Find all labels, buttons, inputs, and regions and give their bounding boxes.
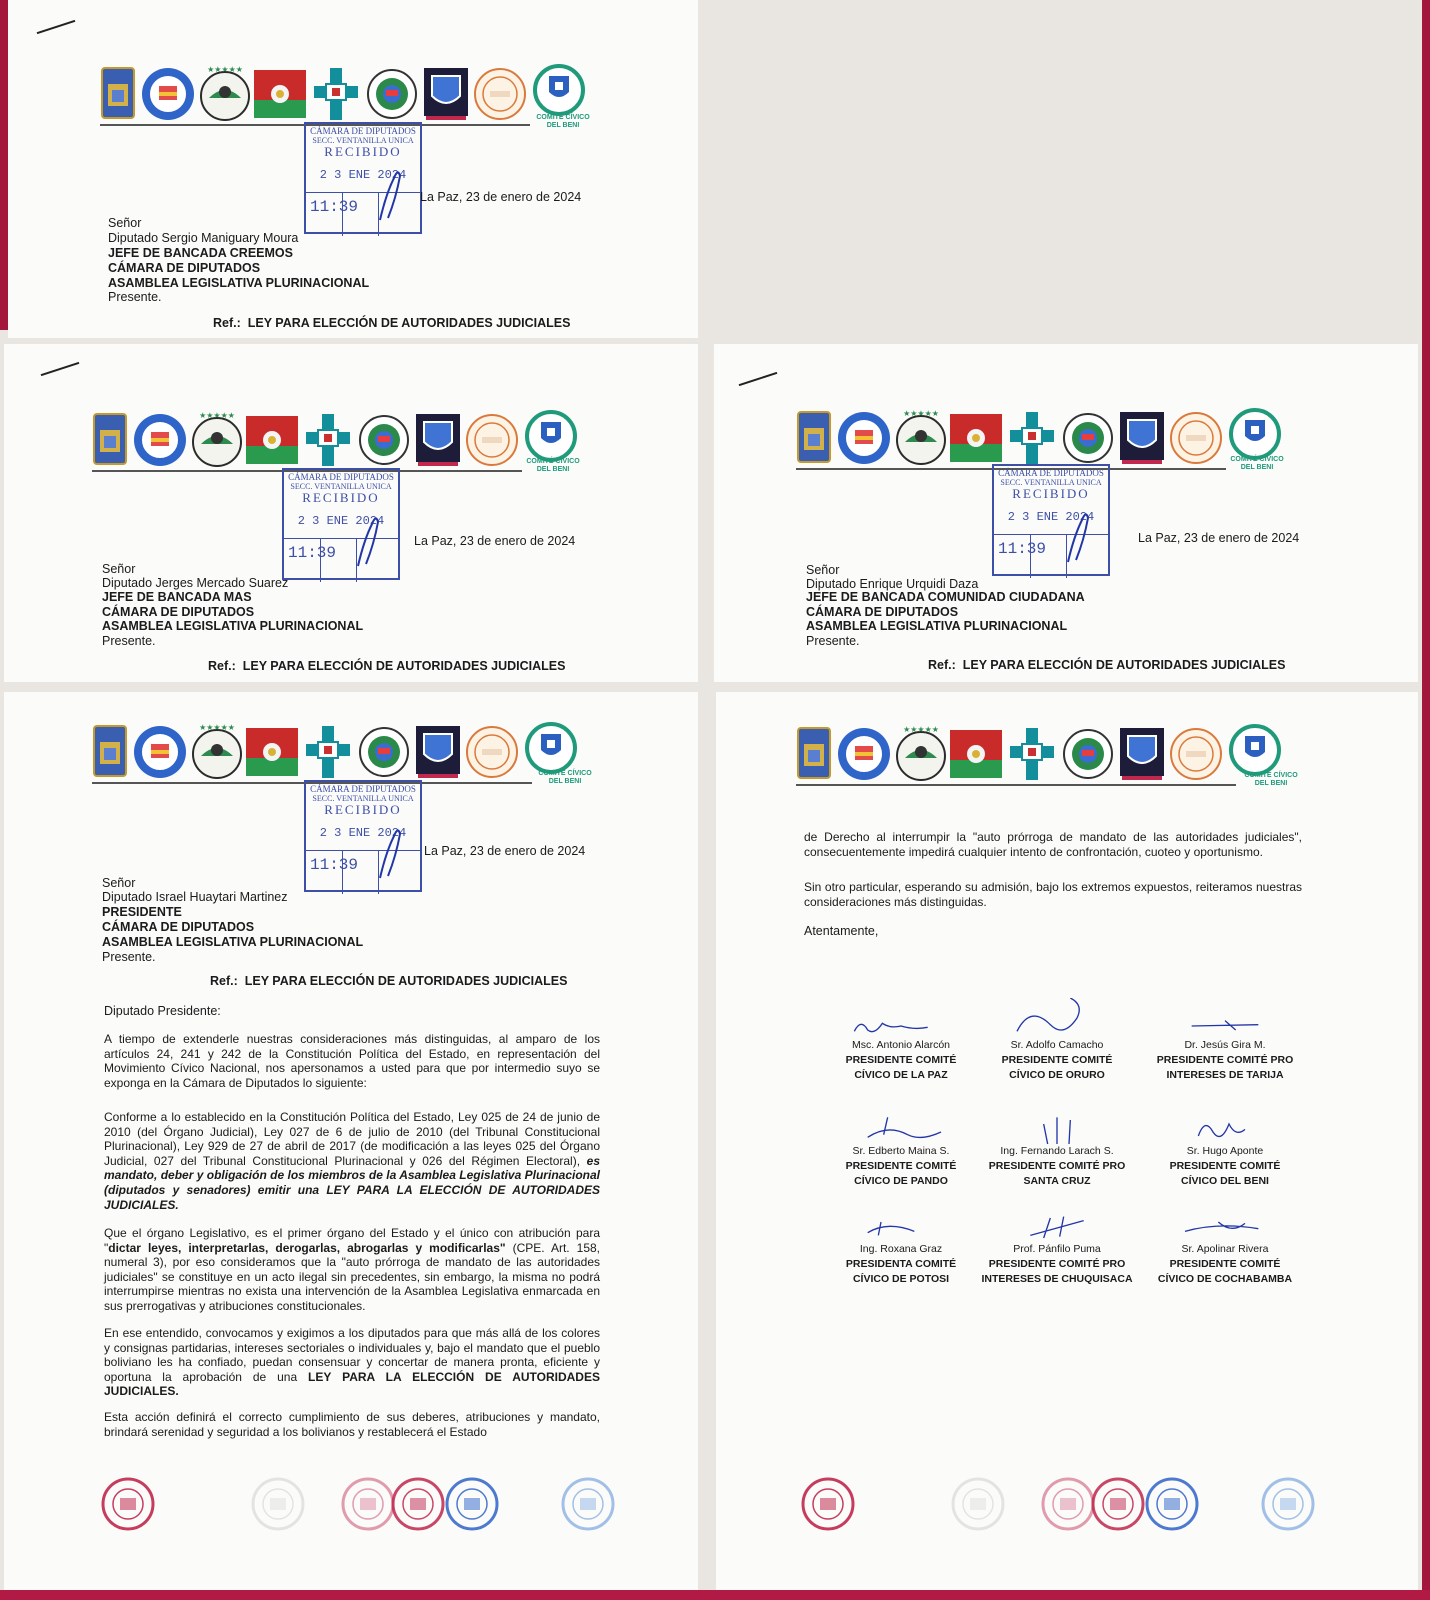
civic-logo-1	[92, 722, 128, 787]
recipient-position: JEFE DE BANCADA CREEMOS	[108, 246, 293, 260]
civic-logo-3	[192, 410, 242, 475]
recipient-assembly: ASAMBLEA LEGISLATIVA PLURINACIONAL	[102, 619, 364, 633]
recipient-assembly: ASAMBLEA LEGISLATIVA PLURINACIONAL	[806, 619, 1068, 633]
signatory-committee: CÍVICO DE LA PAZ	[854, 1069, 948, 1081]
stamp-section: SECC. VENTANILLA UNICA	[290, 482, 392, 491]
signatory-committee: INTERESES DE CHUQUISACA	[981, 1273, 1133, 1285]
stamp-initials-scribble	[350, 510, 390, 570]
reference-line: Ref.: LEY PARA ELECCIÓN DE AUTORIDADES JUDICIALES	[213, 316, 571, 330]
civic-logo-4	[950, 724, 1002, 789]
civic-logo-2	[132, 722, 188, 787]
recipient-salutation: Señor	[102, 876, 136, 890]
signatory-role: PRESIDENTE COMITÉ	[845, 1160, 957, 1172]
signature-block	[972, 1202, 1142, 1287]
civic-logo-6	[358, 722, 410, 787]
recipient-chamber: CÁMARA DE DIPUTADOS	[108, 261, 261, 275]
civic-logo-8	[1170, 724, 1222, 789]
footer-seal-2	[950, 1476, 1006, 1537]
civic-logos-strip	[796, 724, 1316, 802]
civic-logo-6	[366, 64, 418, 129]
handwritten-signature	[1145, 998, 1305, 1038]
civic-logo-5	[302, 722, 354, 787]
recipient-assembly: ASAMBLEA LEGISLATIVA PLURINACIONAL	[102, 935, 364, 949]
civic-logo-6	[358, 410, 410, 475]
civic-logo-8	[466, 410, 518, 475]
civic-logo-2	[836, 408, 892, 473]
stamp-date: 2 3 ENE 2024	[1007, 510, 1095, 524]
footer-seal-3	[1040, 1476, 1096, 1537]
reference-line: Ref.: LEY PARA ELECCIÓN DE AUTORIDADES JUDICIALES	[210, 974, 568, 988]
signatory-committee: CÍVICO DE ORURO	[1009, 1069, 1105, 1081]
background-edge-right	[1422, 0, 1430, 1600]
civic-logo-7	[414, 722, 462, 787]
signatory-name: Ing. Roxana Graz	[859, 1243, 943, 1255]
stamp-chamber: CÁMARA DE DIPUTADOS	[310, 784, 416, 794]
recipient-name: Diputado Sergio Maniguary Moura	[108, 231, 299, 245]
footer-seal-6	[560, 1476, 616, 1537]
signatory-name: Sr. Apolinar Rivera	[1181, 1243, 1269, 1255]
recipient-name: Diputado Enrique Urquidi Daza	[806, 577, 979, 591]
recipient-chamber: CÁMARA DE DIPUTADOS	[102, 920, 255, 934]
civic-logo-2	[132, 410, 188, 475]
comite-civico-beni-label: COMITÉ CÍVICO DEL BENI	[1230, 456, 1284, 471]
background-edge-left	[0, 0, 8, 330]
corner-mark	[739, 372, 778, 386]
body-paragraph-2: Conforme a lo establecido en la Constitución Política del Estado, Ley 025 de 24 de junio de 2010 (del Órgano Judicial), Ley 027 de 6 de julio de 2010 (del Tribunal Constitucional Plurinacional), Ley 929 de 27 de abril de 2017 (de modificación a las leyes 025 del Órgano Judicial, 027 del Tribunal Constitucional Plurinacional y 026 del Régimen Electoral), es mandato, deber y obligación de los miembros de la Asamblea Legislativa Plurinacional (diputados y senadores) emitir una LEY PARA LA ELECCIÓN DE AUTORIDADES JUDICIALES.	[104, 1110, 600, 1212]
stamp-received: RECIBIDO	[324, 144, 402, 159]
signature-block	[1140, 1202, 1310, 1287]
handwritten-signature	[821, 998, 981, 1038]
svg-text:★★★★★: ★★★★★	[207, 65, 243, 74]
signatory-committee: CÍVICO DE COCHABAMBA	[1157, 1273, 1293, 1285]
recipient-name: Diputado Israel Huaytari Martinez	[102, 890, 288, 904]
civic-logo-1	[100, 64, 136, 129]
recipient-closing: Presente.	[102, 950, 156, 964]
signatory-role: PRESIDENTE COMITÉ	[1001, 1054, 1113, 1066]
page2-paragraph-2: Sin otro particular, esperando su admisión, bajo los extremos expuestos, reiteramos nuestras consideraciones más distinguidas.	[804, 880, 1302, 909]
stamp-initials-scribble	[1060, 506, 1100, 566]
stamp-received: RECIBIDO	[302, 490, 380, 505]
signatory-committee: CÍVICO DE PANDO	[854, 1175, 948, 1187]
stamp-date: 2 3 ENE 2024	[319, 168, 407, 182]
signatory-role: PRESIDENTE COMITÉ	[1169, 1160, 1281, 1172]
civic-logo-5	[1006, 724, 1058, 789]
received-stamp	[304, 780, 422, 892]
recipient-assembly: ASAMBLEA LEGISLATIVA PLURINACIONAL	[108, 276, 370, 290]
footer-seal-6	[1260, 1476, 1316, 1537]
body-paragraph-1: A tiempo de extenderle nuestras consideraciones más distinguidas, al amparo de los artículos 24, 241 y 242 de la Constitución Política del Estado, en representación del Movimiento Cívico Nacional, nos apersonamos a usted para que por intermedio suyo se exponga en la Cámara de Diputados lo siguiente:	[104, 1032, 600, 1090]
civic-logo-1	[796, 408, 832, 473]
comite-civico-beni-label: COMITÉ CÍVICO DEL BENI	[1244, 772, 1298, 787]
handwritten-signature	[821, 1104, 981, 1144]
background-edge-bottom	[0, 1590, 1430, 1600]
recipient-salutation: Señor	[806, 563, 840, 577]
letter-date: La Paz, 23 de enero de 2024	[424, 844, 586, 858]
footer-seal-3	[340, 1476, 396, 1537]
footer-seals	[100, 1476, 620, 1536]
footer-seal-5	[1144, 1476, 1200, 1537]
handwritten-signature	[977, 1202, 1137, 1242]
civic-logo-7	[1118, 408, 1166, 473]
signature-block	[1140, 998, 1310, 1083]
civic-logo-4	[254, 64, 306, 129]
signatory-role: PRESIDENTA COMITÉ	[845, 1258, 957, 1270]
received-stamp	[304, 122, 422, 234]
recipient-name: Diputado Jerges Mercado Suarez	[102, 576, 289, 590]
civic-logo-2	[836, 724, 892, 789]
civic-logo-8	[1170, 408, 1222, 473]
received-stamp	[282, 468, 400, 580]
stamp-chamber: CÁMARA DE DIPUTADOS	[310, 126, 416, 136]
signatory-committee: INTERESES DE TARIJA	[1166, 1069, 1284, 1081]
stamp-initials-scribble	[372, 822, 412, 882]
comite-civico-beni-label: COMITÉ CÍVICO DEL BENI	[526, 458, 580, 473]
svg-text:★★★★★: ★★★★★	[199, 723, 235, 732]
header-rule	[796, 784, 1236, 786]
civic-logo-3	[896, 724, 946, 789]
signatory-committee: CÍVICO DE POTOSI	[852, 1273, 950, 1285]
footer-seal-4	[1090, 1476, 1146, 1537]
signatory-role: PRESIDENTE COMITÉ PRO	[988, 1258, 1126, 1270]
letter-date: La Paz, 23 de enero de 2024	[414, 534, 576, 548]
handwritten-signature	[1145, 1104, 1305, 1144]
signatory-committee: SANTA CRUZ	[1023, 1175, 1091, 1187]
signatory-name: Sr. Edberto Maina S.	[852, 1145, 950, 1157]
letter-sheet-4	[4, 692, 698, 1590]
civic-logo-6	[1062, 724, 1114, 789]
comite-civico-beni-label: COMITÉ CÍVICO DEL BENI	[536, 114, 590, 129]
stamp-time: 11:39	[288, 544, 337, 562]
handwritten-signature	[977, 998, 1137, 1038]
letter-date: La Paz, 23 de enero de 2024	[420, 190, 582, 204]
signature-block	[972, 998, 1142, 1083]
civic-logo-2	[140, 64, 196, 129]
signatory-name: Msc. Antonio Alarcón	[851, 1039, 951, 1051]
received-stamp	[992, 464, 1110, 576]
stamp-time: 11:39	[310, 198, 359, 216]
reference-line: Ref.: LEY PARA ELECCIÓN DE AUTORIDADES JUDICIALES	[208, 659, 566, 673]
stamp-initials-scribble	[372, 164, 412, 224]
stamp-chamber: CÁMARA DE DIPUTADOS	[288, 472, 394, 482]
stamp-date: 2 3 ENE 2024	[319, 826, 407, 840]
letter-sheet-3	[714, 344, 1418, 682]
signatory-committee: CÍVICO DEL BENI	[1181, 1175, 1269, 1187]
comite-civico-beni-label: COMITÉ CÍVICO DEL BENI	[538, 770, 592, 785]
recipient-salutation: Señor	[102, 562, 136, 576]
letter-sheet-1	[8, 0, 698, 338]
svg-text:★★★★★: ★★★★★	[199, 411, 235, 420]
stamp-section: SECC. VENTANILLA UNICA	[312, 136, 414, 145]
footer-seal-1	[100, 1476, 156, 1537]
signatory-name: Dr. Jesús Gira M.	[1184, 1039, 1266, 1051]
civic-logo-1	[796, 724, 832, 789]
handwritten-signature	[1145, 1202, 1305, 1242]
signature-block	[1140, 1104, 1310, 1189]
civic-logo-3	[192, 722, 242, 787]
page2-closing: Atentamente,	[804, 924, 879, 938]
signatory-name: Sr. Adolfo Camacho	[1010, 1039, 1104, 1051]
footer-seal-4	[390, 1476, 446, 1537]
civic-logo-1	[92, 410, 128, 475]
civic-logo-4	[246, 410, 298, 475]
civic-logo-8	[466, 722, 518, 787]
civic-logo-5	[302, 410, 354, 475]
recipient-position: JEFE DE BANCADA COMUNIDAD CIUDADANA	[806, 590, 1085, 604]
svg-text:★★★★★: ★★★★★	[903, 409, 939, 418]
footer-seals	[800, 1476, 1320, 1536]
stamp-received: RECIBIDO	[1012, 486, 1090, 501]
signatory-role: PRESIDENTE COMITÉ PRO	[988, 1160, 1126, 1172]
signatory-name: Sr. Hugo Aponte	[1186, 1145, 1264, 1157]
signatory-role: PRESIDENTE COMITÉ PRO	[1156, 1054, 1294, 1066]
signatory-name: Ing. Fernando Larach S.	[1000, 1145, 1114, 1157]
letter-sheet-5	[716, 692, 1418, 1590]
signatory-name: Prof. Pánfilo Puma	[1013, 1243, 1101, 1255]
civic-logo-5	[310, 64, 362, 129]
footer-seal-2	[250, 1476, 306, 1537]
stamp-date: 2 3 ENE 2024	[297, 514, 385, 528]
body-paragraph-4: En ese entendido, convocamos y exigimos a los diputados para que más allá de los colores y consignas partidarias, intereses sectoriales o individuales y, bajo el mandato que el pueblo boliviano les ha confiado, puedan consensuar y concertar de manera pronta, eficiente y oportuna la aprobación de una LEY PARA LA ELECCIÓN DE AUTORIDADES JUDICIALES.	[104, 1326, 600, 1399]
handwritten-signature	[977, 1104, 1137, 1144]
body-paragraph-5: Esta acción definirá el correcto cumplimiento de sus deberes, atribuciones y mandato, brindará serenidad y seguridad a los bolivianos y restablecerá el Estado	[104, 1410, 600, 1439]
signature-block	[816, 1104, 986, 1189]
signature-block	[972, 1104, 1142, 1189]
civic-logo-3	[896, 408, 946, 473]
stamp-time: 11:39	[310, 856, 359, 874]
recipient-closing: Presente.	[108, 290, 162, 304]
stamp-section: SECC. VENTANILLA UNICA	[1000, 478, 1102, 487]
signature-block	[816, 998, 986, 1083]
stamp-section: SECC. VENTANILLA UNICA	[312, 794, 414, 803]
civic-logo-7	[414, 410, 462, 475]
signature-block	[816, 1202, 986, 1287]
civic-logo-3	[200, 64, 250, 129]
page2-paragraph-1: de Derecho al interrumpir la "auto prórroga de mandato de las autoridades judiciales", consecuentemente impedirá cualquier intento de confrontación, cuoteo y oportunismo.	[804, 830, 1302, 859]
civic-logo-8	[474, 64, 526, 129]
footer-seal-1	[800, 1476, 856, 1537]
stamp-chamber: CÁMARA DE DIPUTADOS	[998, 468, 1104, 478]
footer-seal-5	[444, 1476, 500, 1537]
recipient-closing: Presente.	[102, 634, 156, 648]
svg-text:★★★★★: ★★★★★	[903, 725, 939, 734]
signatory-role: PRESIDENTE COMITÉ	[845, 1054, 957, 1066]
recipient-closing: Presente.	[806, 634, 860, 648]
recipient-chamber: CÁMARA DE DIPUTADOS	[102, 605, 255, 619]
stamp-time: 11:39	[998, 540, 1047, 558]
recipient-chamber: CÁMARA DE DIPUTADOS	[806, 605, 959, 619]
signatory-role: PRESIDENTE COMITÉ	[1169, 1258, 1281, 1270]
recipient-position: JEFE DE BANCADA MAS	[102, 590, 252, 604]
corner-mark	[41, 362, 80, 376]
recipient-position: PRESIDENTE	[102, 905, 182, 919]
civic-logo-7	[422, 64, 470, 129]
civic-logo-4	[246, 722, 298, 787]
letter-date: La Paz, 23 de enero de 2024	[1138, 531, 1300, 545]
letter-greeting: Diputado Presidente:	[104, 1004, 221, 1018]
corner-mark	[37, 20, 76, 34]
letter-sheet-2	[4, 344, 698, 682]
body-paragraph-3: Que el órgano Legislativo, es el primer órgano del Estado y el único con atribución para "dictar leyes, interpretarlas, derogarlas, abrogarlas y modificarlas" (CPE. Art. 158, numeral 3), por eso consideramos que la "auto prórroga de mandato de las autoridades judiciales" se constituye en un acto ilegal sin precedentes, sin embargo, la misma no podrá interrumpirse mientras no exista una intervención de la Asamblea Legislativa enmarcada en sus prerrogativas y atribuciones constitucionales.	[104, 1226, 601, 1313]
reference-line: Ref.: LEY PARA ELECCIÓN DE AUTORIDADES JUDICIALES	[928, 658, 1286, 672]
stamp-received: RECIBIDO	[324, 802, 402, 817]
handwritten-signature	[821, 1202, 981, 1242]
civic-logo-7	[1118, 724, 1166, 789]
recipient-salutation: Señor	[108, 216, 142, 230]
